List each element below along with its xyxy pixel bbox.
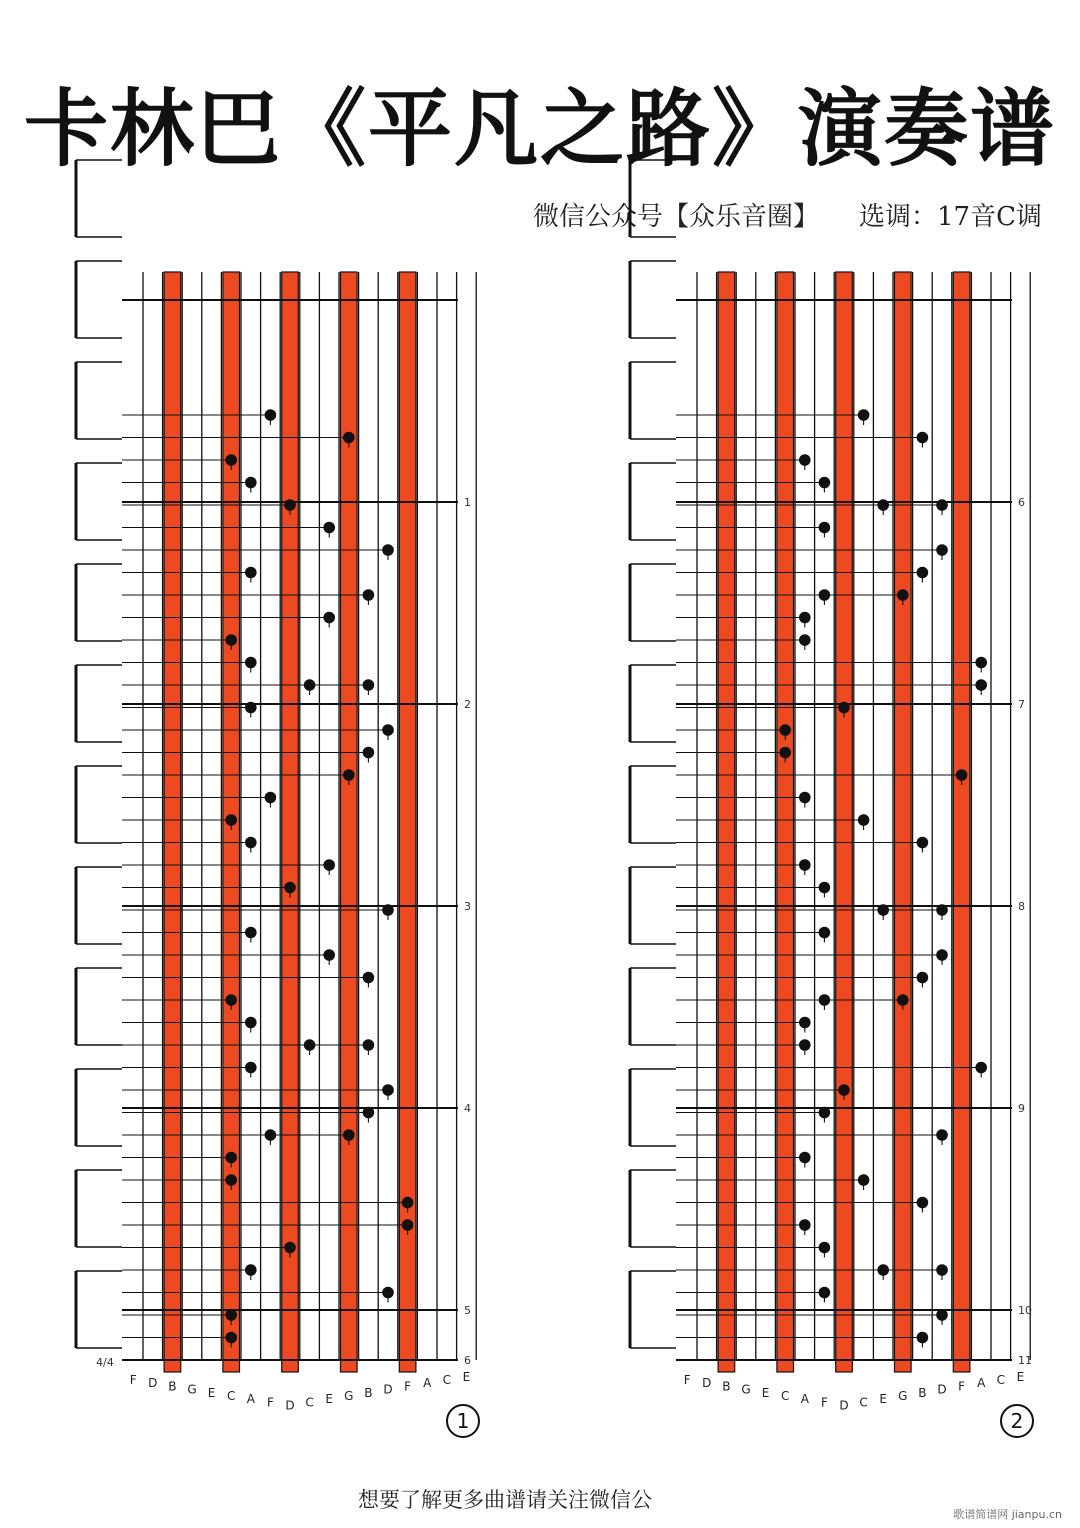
note-dot [838, 1084, 850, 1096]
note-dot [323, 859, 335, 871]
tine-label: G [187, 1382, 197, 1397]
note-dot [245, 1062, 257, 1074]
tine-label: C [305, 1395, 314, 1410]
tine-label: C [781, 1389, 790, 1403]
note-dot [936, 499, 948, 511]
tine-label: A [423, 1376, 432, 1391]
note-dot [897, 589, 909, 601]
note-dot [382, 1287, 394, 1299]
note-dot [245, 1264, 257, 1276]
tine-label: G [344, 1389, 354, 1403]
note-dot [975, 657, 987, 669]
note-dot [975, 679, 987, 691]
tine-label: C [996, 1373, 1005, 1387]
measure-number: 6 [1018, 496, 1025, 509]
note-dot [225, 1309, 237, 1321]
note-dot [284, 1242, 296, 1254]
tine-label: B [918, 1385, 927, 1400]
note-dot [245, 702, 257, 714]
tine-label: D [148, 1376, 158, 1391]
note-dot [858, 1174, 870, 1186]
tine-label: E [325, 1392, 333, 1407]
measure-number: 3 [464, 900, 471, 913]
note-dot [936, 1309, 948, 1321]
tine-label: B [168, 1379, 177, 1394]
note-dot [799, 612, 811, 624]
tine-label: D [285, 1398, 295, 1413]
note-dot [975, 1062, 987, 1074]
note-dot [225, 994, 237, 1006]
note-dot [265, 409, 277, 421]
note-dot [917, 1332, 929, 1344]
measure-number: 9 [1018, 1102, 1025, 1115]
note-dot [402, 1219, 414, 1231]
note-dot [245, 567, 257, 579]
tine-label: D [383, 1382, 393, 1397]
tine-label: C [859, 1395, 868, 1410]
note-dot [819, 1242, 831, 1254]
note-dot [363, 1039, 375, 1051]
note-dot [819, 522, 831, 534]
highlighted-tine [953, 272, 970, 1372]
note-dot [245, 837, 257, 849]
note-dot [363, 589, 375, 601]
note-dot [799, 1039, 811, 1051]
note-dot [819, 1107, 831, 1119]
measure-number: 8 [1018, 900, 1025, 913]
tine-label: C [442, 1373, 451, 1387]
watermark: 歌谱简谱网 jianpu.cn [953, 1508, 1062, 1521]
measure-number: 7 [1018, 698, 1025, 711]
note-dot [799, 1017, 811, 1029]
note-dot [382, 904, 394, 916]
note-dot [284, 882, 296, 894]
note-dot [363, 679, 375, 691]
note-dot [225, 1332, 237, 1344]
tine-label: B [722, 1379, 731, 1394]
note-dot [402, 1197, 414, 1209]
note-dot [819, 927, 831, 939]
note-dot [382, 544, 394, 556]
note-dot [245, 477, 257, 489]
note-dot [819, 1287, 831, 1299]
note-dot [343, 432, 355, 444]
note-dot [245, 1017, 257, 1029]
note-dot [799, 859, 811, 871]
kalimba-tab-panel-1 [0, 0, 520, 1450]
note-dot [917, 567, 929, 579]
tine-label: F [129, 1373, 137, 1387]
note-dot [225, 814, 237, 826]
tine-label: D [839, 1398, 849, 1413]
subtitle-source: 微信公众号【众乐音圈】 [533, 202, 820, 232]
note-dot [245, 657, 257, 669]
note-dot [343, 769, 355, 781]
tine-label: F [404, 1379, 412, 1394]
note-dot [779, 724, 791, 736]
note-dot [799, 634, 811, 646]
note-dot [819, 477, 831, 489]
tine-label: E [207, 1385, 216, 1400]
tine-label: E [761, 1385, 770, 1400]
page-title: 卡林巴《平凡之路》演奏谱 [23, 80, 1056, 178]
note-dot [323, 949, 335, 961]
measure-number: 6 [464, 1354, 471, 1367]
note-dot [917, 972, 929, 984]
measure-number: 5 [464, 1304, 471, 1317]
measure-number: 4 [464, 1102, 471, 1115]
tine-label: E [879, 1392, 887, 1407]
tine-label: D [937, 1382, 947, 1397]
note-dot [382, 724, 394, 736]
note-dot [838, 702, 850, 714]
tine-label: E [1016, 1369, 1025, 1384]
note-dot [779, 747, 791, 759]
subtitle-key: 选调：17音C调 [859, 202, 1042, 232]
measure-number: 10 [1018, 1304, 1032, 1317]
note-dot [363, 1107, 375, 1119]
tine-label: F [958, 1379, 966, 1394]
tine-label: G [741, 1382, 751, 1397]
tine-label: C [227, 1389, 236, 1403]
note-dot [225, 1152, 237, 1164]
tine-label: G [898, 1389, 908, 1403]
kalimba-tab-panel-2 [554, 0, 1074, 1450]
measure-number: 2 [464, 698, 471, 711]
note-dot [936, 904, 948, 916]
page-number: 1 [456, 1409, 470, 1433]
tine-label: F [820, 1395, 828, 1410]
note-dot [363, 972, 375, 984]
note-dot [245, 927, 257, 939]
note-dot [819, 882, 831, 894]
note-dot [956, 769, 968, 781]
note-dot [858, 814, 870, 826]
page-number: 2 [1010, 1409, 1024, 1433]
tine-label: A [977, 1376, 986, 1391]
note-dot [265, 792, 277, 804]
time-signature: 4/4 [96, 1356, 114, 1369]
note-dot [225, 1174, 237, 1186]
note-dot [343, 1129, 355, 1141]
footer-text: 想要了解更多曲谱请关注微信公 [358, 1488, 652, 1512]
note-dot [225, 454, 237, 466]
tine-label: B [364, 1385, 373, 1400]
note-dot [799, 454, 811, 466]
note-dot [917, 432, 929, 444]
note-dot [799, 792, 811, 804]
note-dot [799, 1219, 811, 1231]
note-dot [363, 747, 375, 759]
note-dot [382, 1084, 394, 1096]
note-dot [799, 1152, 811, 1164]
note-dot [936, 544, 948, 556]
measure-number: 1 [464, 496, 471, 509]
note-dot [858, 409, 870, 421]
note-dot [917, 1197, 929, 1209]
tine-label: F [683, 1373, 691, 1387]
note-dot [936, 1264, 948, 1276]
note-dot [323, 612, 335, 624]
measure-number: 11 [1018, 1354, 1032, 1367]
note-dot [897, 994, 909, 1006]
note-dot [936, 949, 948, 961]
note-dot [936, 1129, 948, 1141]
note-dot [284, 499, 296, 511]
note-dot [323, 522, 335, 534]
note-dot [917, 837, 929, 849]
tine-label: E [462, 1369, 471, 1384]
tine-label: A [800, 1392, 809, 1407]
note-dot [225, 634, 237, 646]
tine-label: D [702, 1376, 712, 1391]
tine-label: F [266, 1395, 274, 1410]
tine-label: A [246, 1392, 255, 1407]
